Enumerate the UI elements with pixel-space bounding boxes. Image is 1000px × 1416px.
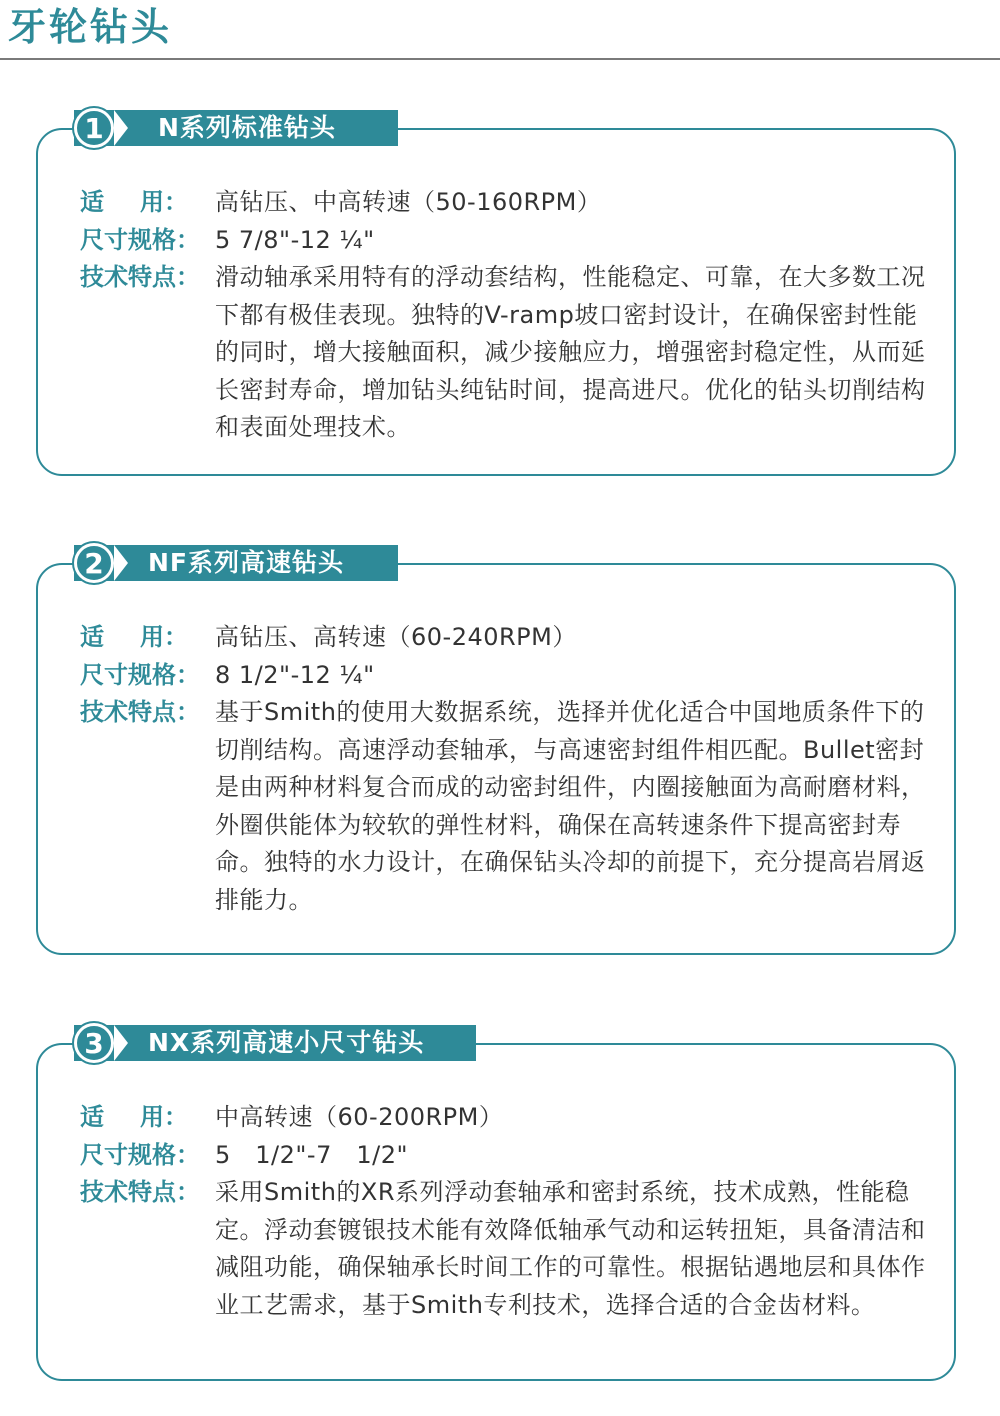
section-content — [80, 1099, 940, 1324]
size-label: 尺寸规格： — [80, 1140, 200, 1169]
size-label: 尺寸规格： — [80, 225, 200, 254]
section-number-badge: 1 — [74, 108, 114, 148]
apply-value: 高钻压、中高转速（50-160RPM） — [215, 188, 602, 216]
apply-row — [80, 1099, 940, 1137]
section-number-badge: 3 — [74, 1023, 114, 1063]
size-row — [80, 222, 940, 260]
apply-label-char: 用： — [140, 188, 188, 216]
apply-label-char: 适 — [80, 623, 104, 651]
size-value: 8 1/2"-12 ¼" — [215, 660, 375, 689]
section-title: N系列标准钻头 — [158, 113, 336, 142]
feature-row — [80, 694, 940, 919]
feature-row — [80, 1174, 940, 1324]
title-divider — [0, 58, 1000, 60]
apply-label-char: 用： — [140, 623, 188, 651]
apply-row — [80, 619, 940, 657]
feature-label: 技术特点： — [80, 263, 200, 291]
apply-row — [80, 184, 940, 222]
badge-arrow-icon — [114, 545, 128, 581]
feature-row — [80, 259, 940, 447]
section-number-badge: 2 — [74, 543, 114, 583]
apply-label-char: 用： — [140, 1103, 188, 1131]
page-title: 牙轮钻头 — [8, 5, 173, 49]
apply-label-char: 适 — [80, 1103, 104, 1131]
apply-label — [80, 184, 215, 222]
section-title: NX系列高速小尺寸钻头 — [148, 1028, 425, 1057]
feature-value: 采用Smith的XR系列浮动套轴承和密封系统，技术成熟，性能稳定。浮动套镀银技术能有效降低轴承气动和运转扭矩，具备清洁和减阻功能，确保轴承长时间工作的可靠性。根据钻遇地层和具体作业工艺需求，基于Smith专利技术，选择合适的合金齿材料。 — [215, 1178, 926, 1319]
badge-arrow-icon — [114, 110, 128, 146]
apply-label-char: 适 — [80, 188, 104, 216]
apply-value: 高钻压、高转速（60-240RPM） — [215, 623, 577, 651]
apply-label — [80, 619, 215, 657]
feature-value: 基于Smith的使用大数据系统，选择并优化适合中国地质条件下的切削结构。高速浮动套轴承，与高速密封组件相匹配。Bullet密封是由两种材料复合而成的动密封组件，内圈接触面为高耐磨材料，外圈供能体为较软的弹性材料，确保在高转速条件下提高密封寿命。独特的水力设计，在确保钻头冷却的前提下，充分提高岩屑返排能力。 — [215, 698, 926, 914]
feature-value: 滑动轴承采用特有的浮动套结构，性能稳定、可靠，在大多数工况下都有极佳表现。独特的V-ramp坡口密封设计，在确保密封性能的同时，增大接触面积，减少接触应力，增强密封稳定性，从而延长密封寿命，增加钻头纯钻时间，提高进尺。优化的钻头切削结构和表面处理技术。 — [215, 263, 926, 441]
badge-arrow-icon — [114, 1025, 128, 1061]
section-title: NF系列高速钻头 — [148, 548, 345, 577]
feature-label: 技术特点： — [80, 698, 200, 726]
size-value: 5 7/8"-12 ¼" — [215, 225, 375, 254]
apply-label — [80, 1099, 215, 1137]
size-label: 尺寸规格： — [80, 660, 200, 689]
size-value: 5 1/2"-7 1/2" — [215, 1140, 409, 1169]
size-row — [80, 657, 940, 695]
apply-value: 中高转速（60-200RPM） — [215, 1103, 504, 1131]
feature-label: 技术特点： — [80, 1178, 200, 1206]
section-content — [80, 619, 940, 919]
section-content — [80, 184, 940, 447]
size-row — [80, 1137, 940, 1175]
